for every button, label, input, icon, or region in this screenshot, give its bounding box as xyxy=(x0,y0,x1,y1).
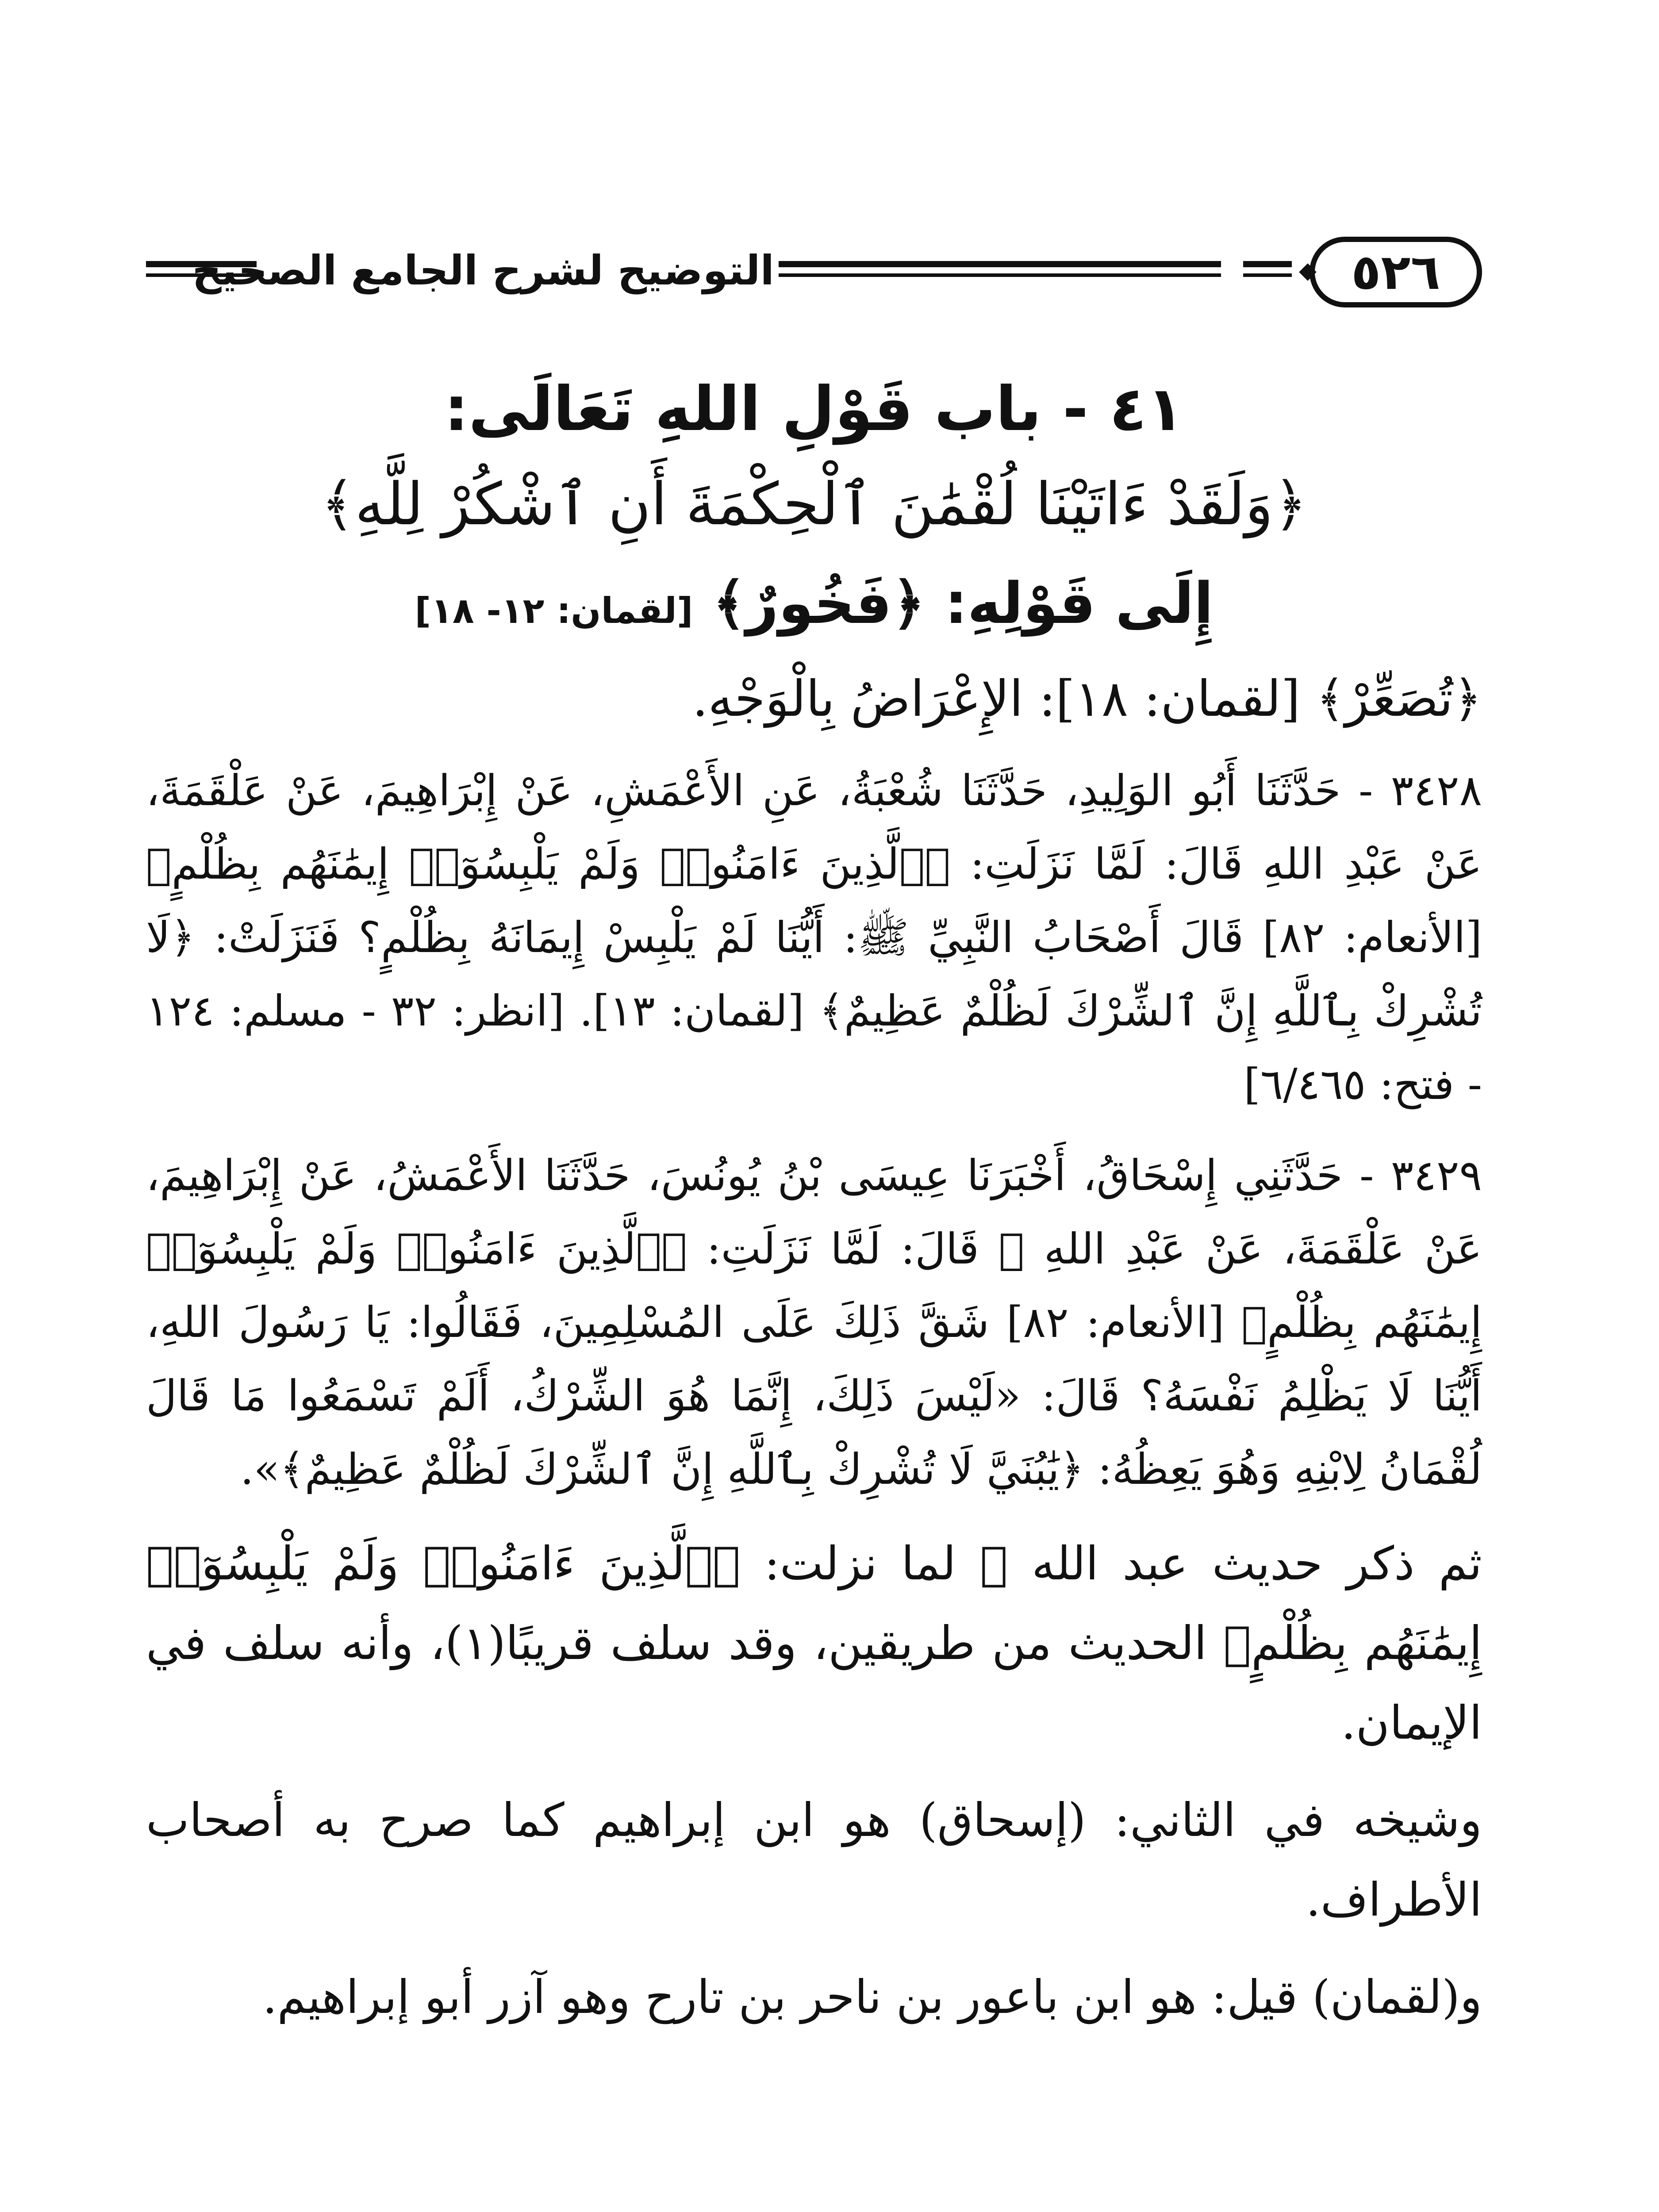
header-rule-middle xyxy=(779,261,1221,277)
hadith-3429: ٣٤٢٩ - حَدَّثَنِي إِسْحَاقُ، أَخْبَرَنَا عِيسَى بْنُ يُونُسَ، حَدَّثَنَا الأَعْمَشُ، عَنْ إِبْرَاهِيمَ، عَنْ عَلْقَمَةَ، عَنْ عَبْدِ اللهِ ﷺ قَالَ: لَمَّا نَزَلَتِ: ﴿ٱلَّذِينَ ءَامَنُوا۟ وَلَمْ يَلْبِسُوٓا۟ إِيمَٰنَهُم بِظُلْمٍ﴾ [الأنعام: ٨٢] شَقَّ ذَلِكَ عَلَى المُسْلِمِينَ، فَقَالُوا: يَا رَسُولَ اللهِ، أَيُّنَا لَا يَظْلِمُ نَفْسَهُ؟ قَالَ: «لَيْسَ ذَلِكَ، إِنَّمَا هُوَ الشِّرْكُ، أَلَمْ تَسْمَعُوا مَا قَالَ لُقْمَانُ لِابْنِهِ وَهُوَ يَعِظُهُ: ﴿يَٰبُنَيَّ لَا تُشْرِكْ بِٱللَّهِ إِنَّ ٱلشِّرْكَ لَظُلْمٌ عَظِيمٌ﴾». xyxy=(146,1151,1482,1494)
chapter-until-line xyxy=(146,553,1482,662)
gloss-paragraph: ﴿تُصَعِّرْ﴾ [لقمان: ١٨]: الإِعْرَاضُ بِالْوَجْهِ. xyxy=(692,670,1482,728)
chapter-verse: ﴿وَلَقَدْ ءَاتَيْنَا لُقْمَٰنَ ٱلْحِكْمَةَ أَنِ ٱشْكُرْ لِلَّهِ﴾ xyxy=(320,470,1308,538)
page-number: ٥٢٦ xyxy=(1310,237,1482,307)
commentary-paragraph: وشيخه في الثاني: (إسحاق) هو ابن إبراهيم كما صرح به أصحاب الأطراف. xyxy=(146,1793,1482,1927)
header-rule-right xyxy=(1243,261,1292,277)
commentary-paragraph: و(لقمان) قيل: هو ابن باعور بن ناحر بن تارح وهو آزر أبو إبراهيم. xyxy=(262,1970,1482,2024)
page-content xyxy=(146,363,1482,2055)
page-header xyxy=(146,230,1482,319)
until-reference: [لقمان: ١٢- ١٨] xyxy=(415,590,693,631)
commentary-paragraph: ثم ذكر حديث عبد الله ﷺ لما نزلت: ﴿ٱلَّذِينَ ءَامَنُوا۟ وَلَمْ يَلْبِسُوٓا۟ إِيمَٰنَهُم بِظُلْمٍ﴾ الحديث من طريقين، وقد سلف قريبًا(١)، وأنه سلف في الإيمان. xyxy=(146,1536,1482,1750)
until-text: إِلَى قَوْلِهِ: ﴿فَخُورٌ﴾ xyxy=(712,571,1214,637)
running-title: التوضيح لشرح الجامع الصحيح xyxy=(192,247,774,294)
chapter-title: ٤١ - باب قَوْلِ اللهِ تَعَالَى: xyxy=(444,373,1184,445)
hadith-3428: ٣٤٢٨ - حَدَّثَنَا أَبُو الوَلِيدِ، حَدَّثَنَا شُعْبَةُ، عَنِ الأَعْمَشِ، عَنْ إِبْرَاهِيمَ، عَنْ عَلْقَمَةَ، عَنْ عَبْدِ اللهِ قَالَ: لَمَّا نَزَلَتِ: ﴿ٱلَّذِينَ ءَامَنُوا۟ وَلَمْ يَلْبِسُوٓا۟ إِيمَٰنَهُم بِظُلْمٍ﴾ [الأنعام: ٨٢] قَالَ أَصْحَابُ النَّبِيِّ ﷺ: أَيُّنَا لَمْ يَلْبِسْ إِيمَانَهُ بِظُلْمٍ؟ فَنَزَلَتْ: ﴿لَا تُشْرِكْ بِٱللَّهِ إِنَّ ٱلشِّرْكَ لَظُلْمٌ عَظِيمٌ﴾ [لقمان: ١٣]. [انظر: ٣٢ - مسلم: ١٢٤ - فتح: ٦/٤٦٥] xyxy=(146,766,1482,1109)
